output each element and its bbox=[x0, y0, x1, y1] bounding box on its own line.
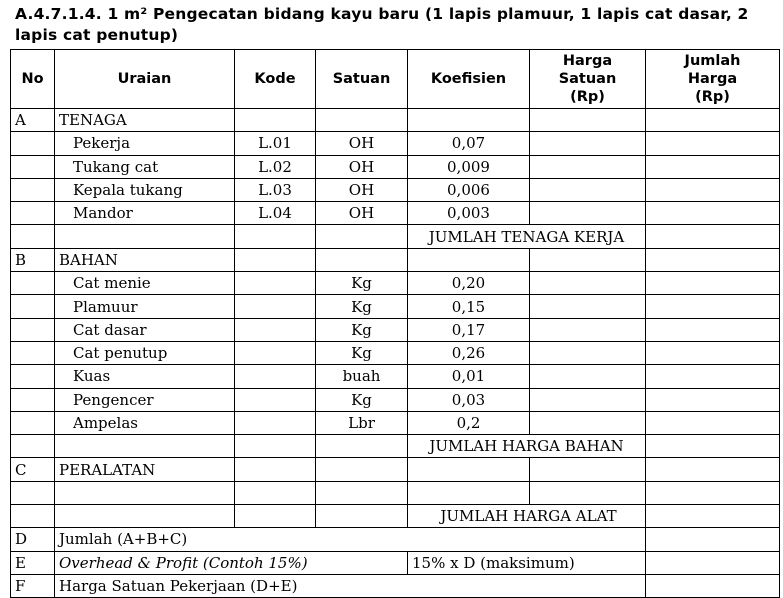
item-uraian: Tukang cat bbox=[55, 155, 235, 178]
col-header-no: No bbox=[11, 50, 55, 109]
summary-no: E bbox=[11, 551, 55, 574]
summary-no: D bbox=[11, 528, 55, 551]
item-uraian: Ampelas bbox=[55, 411, 235, 434]
col-header-harga-l2: Satuan bbox=[558, 71, 617, 87]
col-header-satuan: Satuan bbox=[316, 50, 408, 109]
section-label: PERALATAN bbox=[55, 458, 235, 481]
item-kode: L.03 bbox=[235, 178, 316, 201]
table-row bbox=[11, 318, 780, 341]
item-koefisien: 0,07 bbox=[408, 132, 530, 155]
summary-label: Jumlah (A+B+C) bbox=[55, 528, 646, 551]
item-koefisien: 0,20 bbox=[408, 272, 530, 295]
table-row bbox=[11, 272, 780, 295]
section-no: B bbox=[11, 248, 55, 271]
table-row bbox=[11, 295, 780, 318]
col-header-koefisien: Koefisien bbox=[408, 50, 530, 109]
section-no: C bbox=[11, 458, 55, 481]
item-uraian: Cat penutup bbox=[55, 341, 235, 364]
item-koefisien: 0,03 bbox=[408, 388, 530, 411]
table-row bbox=[11, 178, 780, 201]
item-satuan: OH bbox=[316, 132, 408, 155]
total-row-bahan bbox=[11, 435, 780, 458]
item-uraian: Pengencer bbox=[55, 388, 235, 411]
item-kode: L.01 bbox=[235, 132, 316, 155]
col-header-harga-satuan bbox=[530, 50, 646, 109]
item-koefisien: 0,17 bbox=[408, 318, 530, 341]
item-koefisien: 0,006 bbox=[408, 178, 530, 201]
col-header-jumlah-l3: (Rp) bbox=[695, 89, 730, 105]
section-row-bahan bbox=[11, 248, 780, 271]
total-row-alat bbox=[11, 505, 780, 528]
col-header-kode: Kode bbox=[235, 50, 316, 109]
summary-row-e bbox=[11, 551, 780, 574]
summary-row-f bbox=[11, 574, 780, 597]
item-koefisien: 0,009 bbox=[408, 155, 530, 178]
total-label-tenaga: JUMLAH TENAGA KERJA bbox=[408, 225, 646, 248]
col-header-jumlah-l2: Harga bbox=[687, 71, 738, 87]
item-uraian: Kuas bbox=[55, 365, 235, 388]
total-row-tenaga bbox=[11, 225, 780, 248]
section-label: TENAGA bbox=[55, 109, 235, 132]
item-kode: L.02 bbox=[235, 155, 316, 178]
item-koefisien: 0,26 bbox=[408, 341, 530, 364]
section-row-tenaga bbox=[11, 109, 780, 132]
item-satuan: OH bbox=[316, 155, 408, 178]
table-row bbox=[11, 155, 780, 178]
page-title: A.4.7.1.4. 1 m² Pengecatan bidang kayu baru (1 lapis plamuur, 1 lapis cat dasar, 2 lapis cat penutup) bbox=[15, 5, 749, 44]
col-header-jumlah-harga bbox=[646, 50, 780, 109]
item-koefisien: 0,003 bbox=[408, 202, 530, 225]
total-label-bahan: JUMLAH HARGA BAHAN bbox=[408, 435, 646, 458]
table-row bbox=[11, 202, 780, 225]
item-satuan: buah bbox=[316, 365, 408, 388]
table-row bbox=[11, 411, 780, 434]
table-row bbox=[11, 481, 780, 504]
item-uraian: Cat dasar bbox=[55, 318, 235, 341]
section-row-peralatan bbox=[11, 458, 780, 481]
section-label: BAHAN bbox=[55, 248, 235, 271]
item-uraian: Kepala tukang bbox=[55, 178, 235, 201]
table-row bbox=[11, 341, 780, 364]
col-header-jumlah-l1: Jumlah bbox=[684, 53, 741, 69]
col-header-harga-l3: (Rp) bbox=[570, 89, 605, 105]
col-header-harga-l1: Harga bbox=[562, 53, 613, 69]
total-label-alat: JUMLAH HARGA ALAT bbox=[408, 505, 646, 528]
ahsp-table bbox=[10, 49, 780, 598]
item-koefisien: 0,15 bbox=[408, 295, 530, 318]
summary-value: 15% x D (maksimum) bbox=[408, 551, 646, 574]
item-satuan: Kg bbox=[316, 388, 408, 411]
section-no: A bbox=[11, 109, 55, 132]
col-header-uraian: Uraian bbox=[55, 50, 235, 109]
item-satuan: Kg bbox=[316, 341, 408, 364]
item-satuan: Kg bbox=[316, 318, 408, 341]
item-uraian: Mandor bbox=[55, 202, 235, 225]
item-satuan: OH bbox=[316, 178, 408, 201]
summary-no: F bbox=[11, 574, 55, 597]
summary-label: Overhead & Profit (Contoh 15%) bbox=[55, 551, 408, 574]
item-koefisien: 0,2 bbox=[408, 411, 530, 434]
item-satuan: Kg bbox=[316, 272, 408, 295]
item-satuan: Kg bbox=[316, 295, 408, 318]
table-row bbox=[11, 132, 780, 155]
table-row bbox=[11, 388, 780, 411]
header-row bbox=[11, 50, 780, 109]
item-koefisien: 0,01 bbox=[408, 365, 530, 388]
summary-label: Harga Satuan Pekerjaan (D+E) bbox=[55, 574, 646, 597]
item-satuan: OH bbox=[316, 202, 408, 225]
summary-row-d bbox=[11, 528, 780, 551]
item-uraian: Pekerja bbox=[55, 132, 235, 155]
table-row bbox=[11, 365, 780, 388]
item-uraian: Plamuur bbox=[55, 295, 235, 318]
item-kode: L.04 bbox=[235, 202, 316, 225]
item-satuan: Lbr bbox=[316, 411, 408, 434]
item-uraian: Cat menie bbox=[55, 272, 235, 295]
